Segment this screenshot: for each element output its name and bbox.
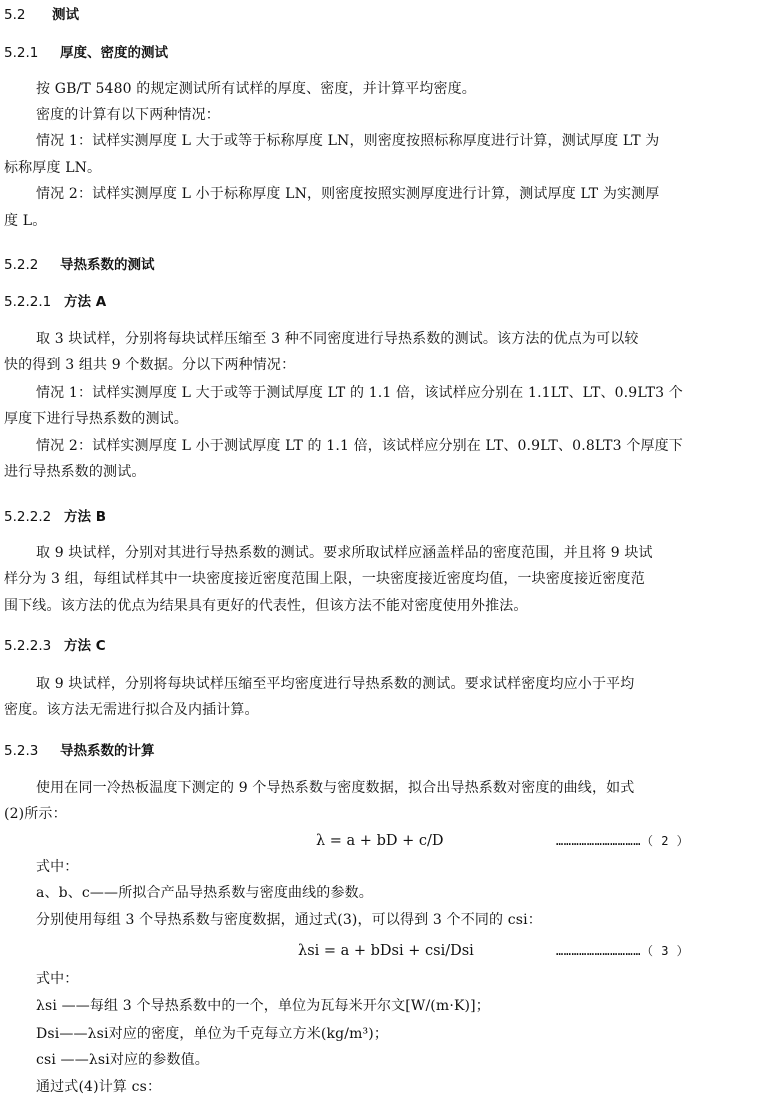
heading-title: 厚度、密度的测试 [60,45,168,61]
paragraph-line: 厚度下进行导热系数的测试。 [4,411,188,427]
paragraph-line: 分别使用每组 3 个导热系数与密度数据，通过式(3)，可以得到 3 个不同的 csi： [36,912,542,928]
heading-title: 导热系数的测试 [60,257,155,273]
where-label: 式中： [36,859,79,875]
paragraph-line: 按 GB/T 5480 的规定测试所有试样的厚度、密度，并计算平均密度。 [36,81,476,97]
paragraph-line: 围下线。该方法的优点为结果具有更好的代表性，但该方法不能对密度使用外推法。 [4,598,528,614]
heading-title: 测试 [52,7,79,23]
heading-number: 5.2.2.1 [4,294,52,310]
heading-number: 5.2.2 [4,257,39,273]
paragraph-line: (2)所示： [4,806,67,822]
paragraph-line: 取 9 块试样，分别对其进行导热系数的测试。要求所取试样应涵盖样品的密度范围，并且将 9 块试 [36,545,653,561]
paragraph-line: 情况 1：试样实测厚度 L 大于或等于测试厚度 LT 的 1.1 倍，该试样应分别在 1.1LT、LT、0.9LT3 个 [36,385,683,401]
heading-5-2-2-1 [4,292,106,312]
definition-line: Dsi——λsi对应的密度，单位为千克每立方米(kg/m³)； [36,1026,389,1042]
heading-5-2 [4,5,79,25]
paragraph-line: 情况 2：试样实测厚度 L 小于标称厚度 LN，则密度按照实测厚度进行计算，测试厚度 LT 为实测厚 [36,186,660,202]
paragraph-line: 进行导热系数的测试。 [4,464,146,480]
heading-5-2-2-3 [4,636,106,656]
heading-title: 方法 B [64,509,106,525]
heading-number: 5.2 [4,7,26,23]
equation-number: ……………………………（ 3 ） [556,944,690,958]
heading-5-2-2 [4,255,155,275]
definition-line: a、b、c——所拟合产品导热系数与密度曲线的参数。 [36,885,373,901]
where-label: 式中： [36,971,79,987]
paragraph-line: 样分为 3 组，每组试样其中一块密度接近密度范围上限，一块密度接近密度均值，一块密度接近密度范 [4,571,645,587]
paragraph-line: 标称厚度 LN。 [4,160,102,176]
heading-number: 5.2.2.2 [4,509,52,525]
paragraph-line: 使用在同一冷热板温度下测定的 9 个导热系数与密度数据，拟合出导热系数对密度的曲线，如式 [36,780,635,796]
paragraph-line: 快的得到 3 组共 9 个数据。分以下两种情况： [4,357,296,373]
heading-number: 5.2.3 [4,743,39,759]
paragraph-line: 取 9 块试样，分别将每块试样压缩至平均密度进行导热系数的测试。要求试样密度均应小于平均 [36,676,635,692]
paragraph-line: 情况 2：试样实测厚度 L 小于测试厚度 LT 的 1.1 倍，该试样应分别在 LT、0.9LT、0.8LT3 个厚度下 [36,438,683,454]
paragraph-line: 密度。该方法无需进行拟合及内插计算。 [4,702,259,718]
paragraph-line: 取 3 块试样，分别将每块试样压缩至 3 种不同密度进行导热系数的测试。该方法的优点为可以较 [36,331,639,347]
paragraph-line: 通过式(4)计算 cs： [36,1079,162,1095]
heading-number: 5.2.1 [4,45,39,61]
heading-5-2-3 [4,741,155,761]
definition-line: λsi ——每组 3 个导热系数中的一个，单位为瓦每米开尔文[W/(m·K)]； [36,998,490,1014]
paragraph-line: 度 L。 [4,213,47,229]
heading-5-2-1 [4,43,168,63]
paragraph-line: 情况 1：试样实测厚度 L 大于或等于标称厚度 LN，则密度按照标称厚度进行计算，测试厚度 LT 为 [36,133,660,149]
heading-title: 方法 C [64,638,106,654]
equation-2: λ = a + bD + c/D [316,833,444,849]
heading-5-2-2-2 [4,507,106,527]
heading-title: 导热系数的计算 [60,743,155,759]
paragraph-line: 密度的计算有以下两种情况： [36,107,220,123]
equation-3: λsi = a + bDsi + csi/Dsi [298,943,474,959]
heading-title: 方法 A [64,294,107,310]
definition-line: csi ——λsi对应的参数值。 [36,1052,209,1068]
equation-number: ……………………………（ 2 ） [556,834,690,848]
heading-number: 5.2.2.3 [4,638,52,654]
